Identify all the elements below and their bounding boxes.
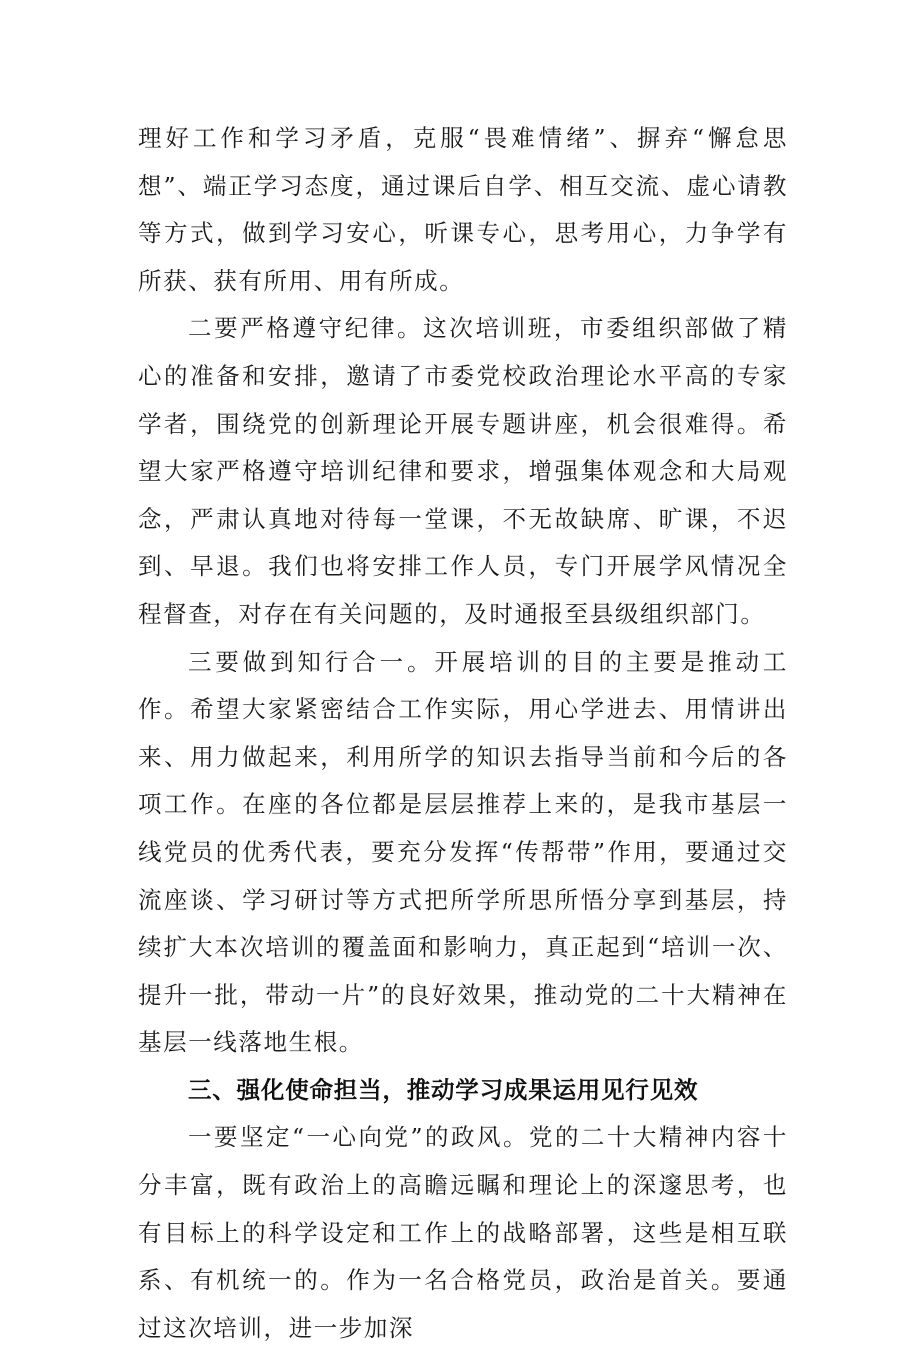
paragraph-discipline: 二要严格遵守纪律。这次培训班，市委组织部做了精心的准备和安排，邀请了市委党校政治理论水平高的专家学者，围绕党的创新理论开展专题讲座，机会很难得。希望大家严格遵守培训纪律和要求，增强集体观念和大局观念，严肃认真地对待每一堂课，不无故缺席、旷课，不迟到、早退。我们也将安排工作人员，专门开展学风情况全程督查，对存在有关问题的，及时通报至县级组织部门。 (138, 314, 788, 628)
paragraph-continued: 理好工作和学习矛盾，克服“畏难情绪”、摒弃“懈怠思想”、端正学习态度，通过课后自学、相互交流、虚心请教等方式，做到学习安心，听课专心，思考用心，力争学有所获、获有所用、用有所成。 (138, 124, 788, 295)
paragraph-practice: 三要做到知行合一。开展培训的目的主要是推动工作。希望大家紧密结合工作实际，用心学进去、用情讲出来、用力做起来，利用所学的知识去指导当前和今后的各项工作。在座的各位都是层层推荐上来的，是我市基层一线党员的优秀代表，要充分发挥“传帮带”作用，要通过交流座谈、学习研讨等方式把所学所思所悟分享到基层，持续扩大本次培训的覆盖面和影响力，真正起到“培训一次、提升一批，带动一片”的良好效果，推动党的二十大精神在基层一线落地生根。 (138, 647, 788, 1057)
document-body (138, 115, 788, 1352)
section-heading: 三、强化使命担当，推动学习成果运用见行见效 (188, 1075, 699, 1104)
paragraph-political-style: 一要坚定“一心向党”的政风。党的二十大精神内容十分丰富，既有政治上的高瞻远瞩和理论上的深邃思考，也有目标上的科学设定和工作上的战略部署，这些是相互联系、有机统一的。作为一名合格党员，政治是首关。要通过这次培训，进一步加深 (138, 1123, 788, 1342)
